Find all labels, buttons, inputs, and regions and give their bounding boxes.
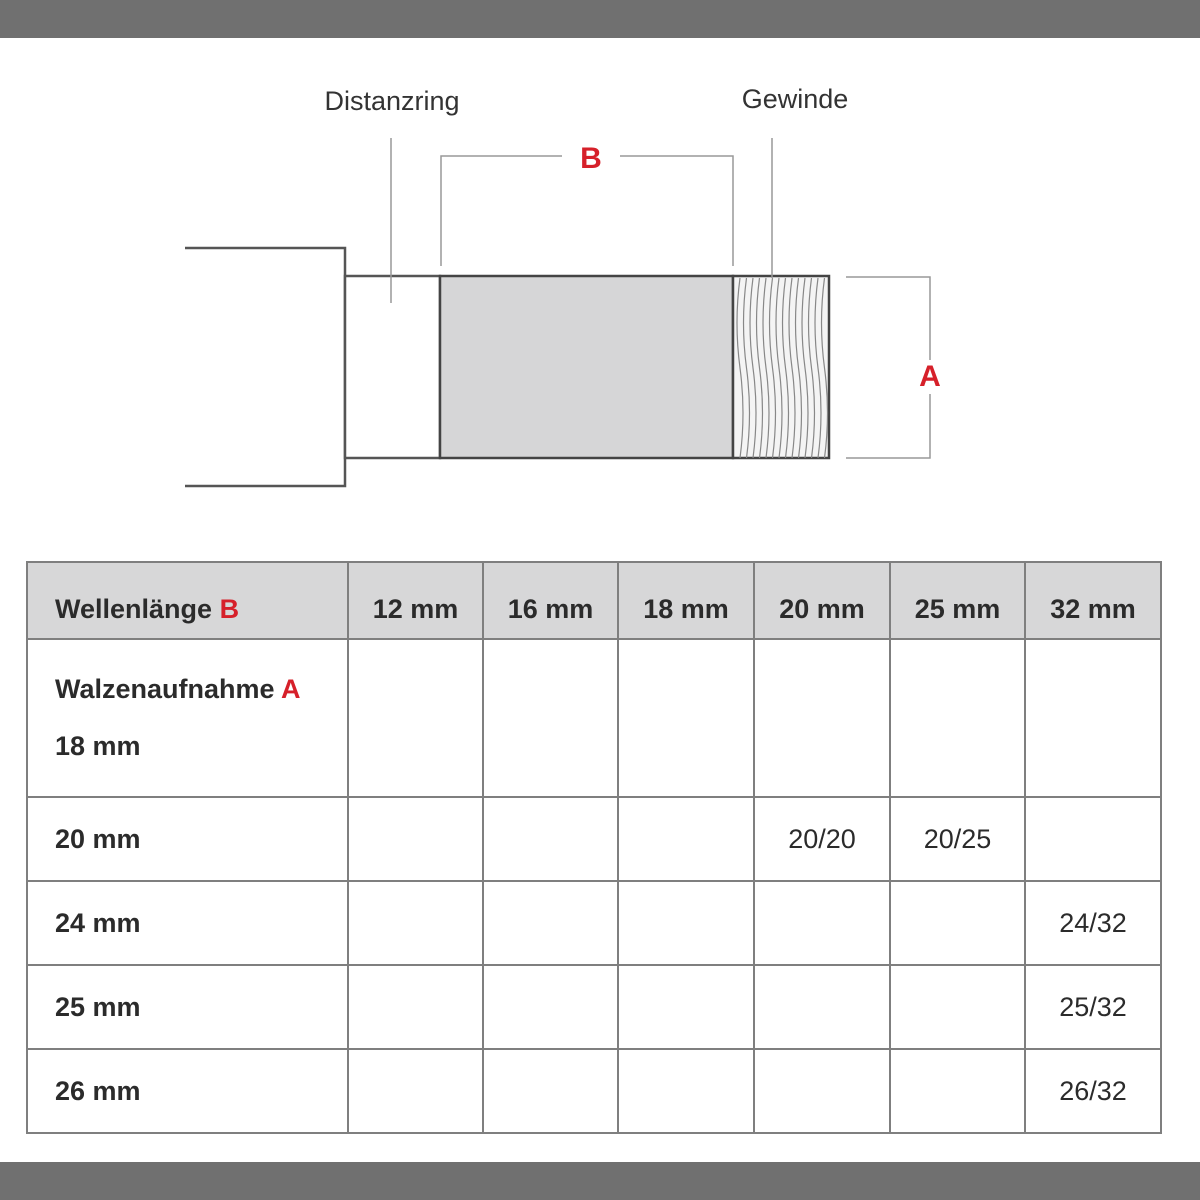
table-row <box>27 965 1161 1049</box>
table-cell <box>890 1049 1025 1133</box>
dimension-b-right <box>620 156 733 266</box>
table-cell <box>754 965 890 1049</box>
table-cell <box>890 881 1025 965</box>
table-cell <box>618 965 754 1049</box>
table-cell <box>483 1049 618 1133</box>
table-cell <box>890 639 1025 797</box>
table-cell <box>618 797 754 881</box>
column-header: 16 mm <box>483 562 618 639</box>
column-header: 18 mm <box>618 562 754 639</box>
table-cell: 20/20 <box>754 797 890 881</box>
dimension-a-top <box>846 277 930 360</box>
shaft-body <box>440 276 733 458</box>
header-label: Wellenlänge <box>55 594 213 624</box>
table-header-row <box>27 562 1161 639</box>
table-cell <box>483 797 618 881</box>
table-row <box>27 639 1161 797</box>
table-cell: 25/32 <box>1025 965 1161 1049</box>
label-distanzring: Distanzring <box>324 86 460 116</box>
distance-ring <box>345 276 440 458</box>
table-cell <box>618 639 754 797</box>
table-cell: 24/32 <box>1025 881 1161 965</box>
header-wellenlaenge <box>27 562 348 639</box>
table-cell <box>348 1049 483 1133</box>
table-cell <box>348 797 483 881</box>
column-header: 32 mm <box>1025 562 1161 639</box>
label-gewinde: Gewinde <box>741 84 849 114</box>
table-row <box>27 1049 1161 1133</box>
table-cell <box>348 881 483 965</box>
table-row <box>27 881 1161 965</box>
table-cell <box>483 639 618 797</box>
row-label: 25 mm <box>27 965 348 1049</box>
table-cell <box>348 965 483 1049</box>
row-label: 26 mm <box>27 1049 348 1133</box>
table-cell <box>348 639 483 797</box>
dimension-b-letter: B <box>580 142 602 175</box>
row-label: 20 mm <box>27 797 348 881</box>
table-row <box>27 797 1161 881</box>
dimension-a-letter: A <box>919 360 941 393</box>
column-header: 12 mm <box>348 562 483 639</box>
table-cell <box>618 1049 754 1133</box>
row-header-walzenaufnahme <box>27 639 348 797</box>
shaft-diagram <box>0 38 1200 538</box>
row-group-letter-a: A <box>281 674 301 704</box>
housing-outline <box>185 248 345 486</box>
table-cell <box>754 881 890 965</box>
table-cell <box>890 965 1025 1049</box>
table-cell: 20/25 <box>890 797 1025 881</box>
dimension-b-left <box>441 156 562 266</box>
table-cell <box>483 965 618 1049</box>
table-cell <box>618 881 754 965</box>
column-header: 25 mm <box>890 562 1025 639</box>
bottom-border-bar <box>0 1162 1200 1200</box>
table-cell <box>483 881 618 965</box>
shaft-spec-table <box>26 561 1162 1134</box>
table-cell <box>754 1049 890 1133</box>
row-label: 18 mm <box>55 731 141 761</box>
row-group-label: Walzenaufnahme <box>55 674 275 704</box>
row-label: 24 mm <box>27 881 348 965</box>
table-cell <box>754 639 890 797</box>
table-cell <box>1025 797 1161 881</box>
dimension-a-bottom <box>846 394 930 458</box>
column-header: 20 mm <box>754 562 890 639</box>
top-border-bar <box>0 0 1200 38</box>
table-cell <box>1025 639 1161 797</box>
table-cell: 26/32 <box>1025 1049 1161 1133</box>
header-letter-b: B <box>219 594 240 624</box>
